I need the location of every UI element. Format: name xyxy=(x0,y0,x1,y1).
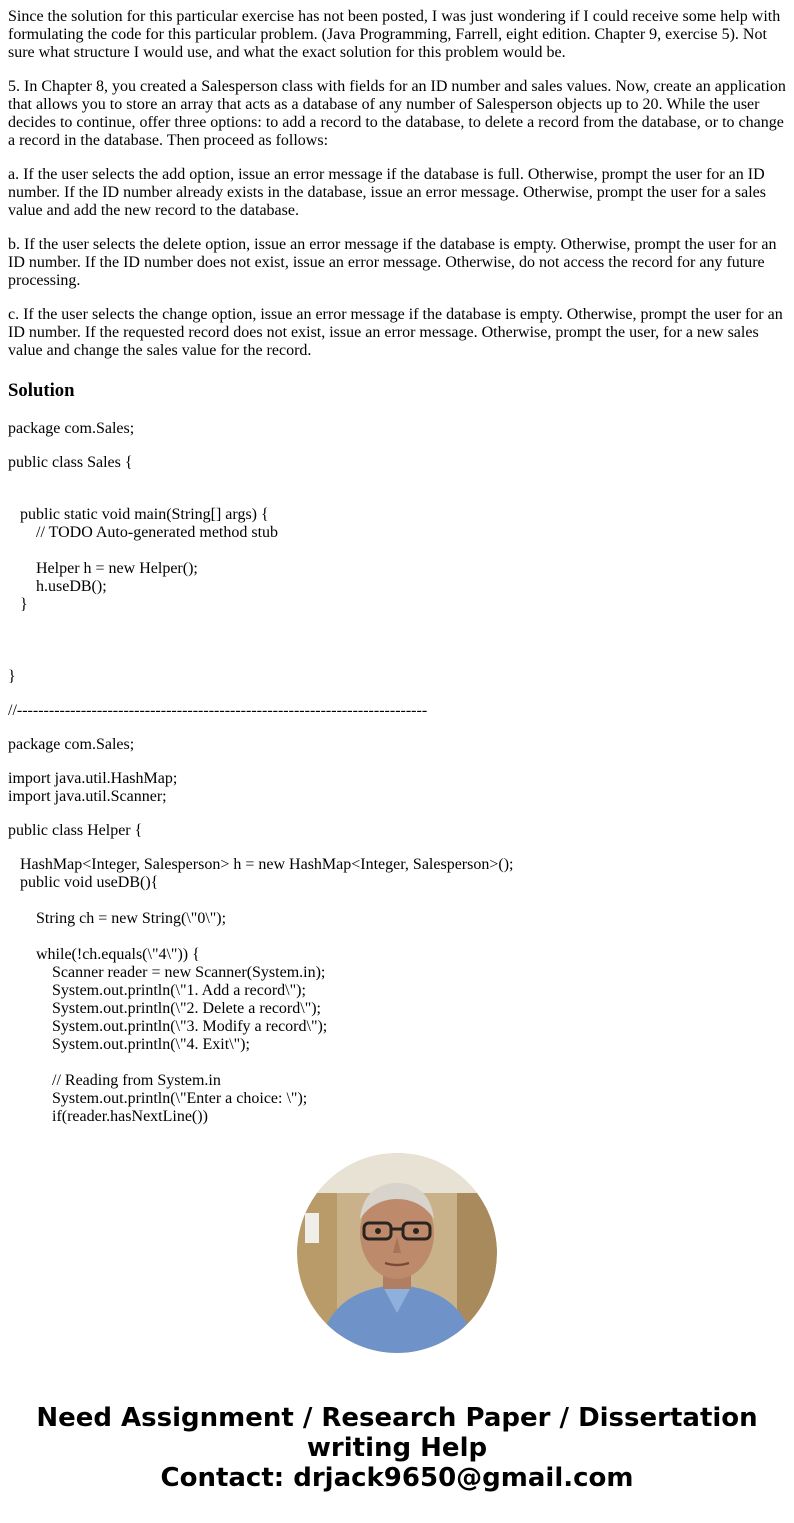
part-b-paragraph: b. If the user selects the delete option, issue an error message if the database is empty. Otherwise, prompt the user for an ID number. If the ID number does not exist, issue an error message. Otherwise, do not access the record for any future processing. xyxy=(8,236,777,289)
code-line xyxy=(8,614,788,632)
code-line xyxy=(8,1054,788,1072)
code-line: import java.util.HashMap; xyxy=(8,770,178,787)
code-line: System.out.println(\"4. Exit\"); xyxy=(8,1036,250,1053)
solution-code xyxy=(8,420,788,1126)
part-c-paragraph: c. If the user selects the change option, issue an error message if the database is empty. Otherwise, prompt the user for an ID number. If the requested record does not exist, issue an error message. Otherwise, prompt the user, for a new sales value and change the sales value for the record. xyxy=(8,306,783,359)
footer-line-1: Need Assignment / Research Paper / Dissertation xyxy=(36,1403,758,1433)
author-avatar xyxy=(297,1153,497,1353)
footer-banner xyxy=(0,1403,794,1493)
footer-line-2: writing Help xyxy=(306,1433,488,1463)
code-line: String ch = new String(\"0\"); xyxy=(8,910,227,927)
code-line: // TODO Auto-generated method stub xyxy=(8,524,279,541)
solution-heading: Solution xyxy=(8,380,75,401)
code-line xyxy=(8,928,788,946)
question-content xyxy=(8,8,788,1126)
intro-paragraph: Since the solution for this particular exercise has not been posted, I was just wondering if I could receive some help with formulating the code for this particular problem. (Java Programming, Farrell, eight edition. Chapter 9, exercise 5). Not sure what structure I would use, and what the exact solution for this problem would be. xyxy=(8,8,781,61)
code-line: HashMap<Integer, Salesperson> h = new HashMap<Integer, Salesperson>(); xyxy=(8,856,514,873)
code-line: System.out.println(\"1. Add a record\"); xyxy=(8,982,306,999)
code-line: public void useDB(){ xyxy=(8,874,159,891)
code-line xyxy=(8,488,788,506)
part-a-paragraph: a. If the user selects the add option, issue an error message if the database is full. Otherwise, prompt the user for an ID number. If the ID number already exists in the database, issue an error message. Otherwise, prompt the user for a sales value and add the new record to the database. xyxy=(8,166,766,219)
code-line: h.useDB(); xyxy=(8,578,107,595)
code-line xyxy=(8,542,788,560)
code-line xyxy=(8,650,788,668)
code-line: Scanner reader = new Scanner(System.in); xyxy=(8,964,326,981)
avatar-portrait xyxy=(297,1153,497,1353)
code-line xyxy=(8,632,788,650)
code-separator: //----------------------------------------------------------------------------- xyxy=(8,702,428,719)
code-line: } xyxy=(8,596,28,613)
code-line: System.out.println(\"3. Modify a record\"); xyxy=(8,1018,328,1035)
code-line: public class Sales { xyxy=(8,454,133,471)
code-line: package com.Sales; xyxy=(8,420,135,437)
code-line: package com.Sales; xyxy=(8,736,135,753)
footer-contact: Contact: drjack9650@gmail.com xyxy=(160,1463,634,1493)
code-line: System.out.println(\"2. Delete a record\"); xyxy=(8,1000,321,1017)
code-line xyxy=(8,892,788,910)
code-line: import java.util.Scanner; xyxy=(8,788,167,805)
code-line: // Reading from System.in xyxy=(8,1072,221,1089)
code-line: System.out.println(\"Enter a choice: \"); xyxy=(8,1090,308,1107)
code-line: public class Helper { xyxy=(8,822,143,839)
code-line: } xyxy=(8,668,16,685)
code-line: public static void main(String[] args) { xyxy=(8,506,269,523)
problem-paragraph: 5. In Chapter 8, you created a Salesperson class with fields for an ID number and sales values. Now, create an application that allows you to store an array that acts as a database of any number of Salesperson objects up to 20. While the user decides to continue, offer three options: to add a record to the database, to delete a record from the database, or to change a record in the database. Then proceed as follows: xyxy=(8,78,786,149)
code-line: if(reader.hasNextLine()) xyxy=(8,1108,208,1125)
code-line: while(!ch.equals(\"4\")) { xyxy=(8,946,200,963)
code-line: Helper h = new Helper(); xyxy=(8,560,198,577)
